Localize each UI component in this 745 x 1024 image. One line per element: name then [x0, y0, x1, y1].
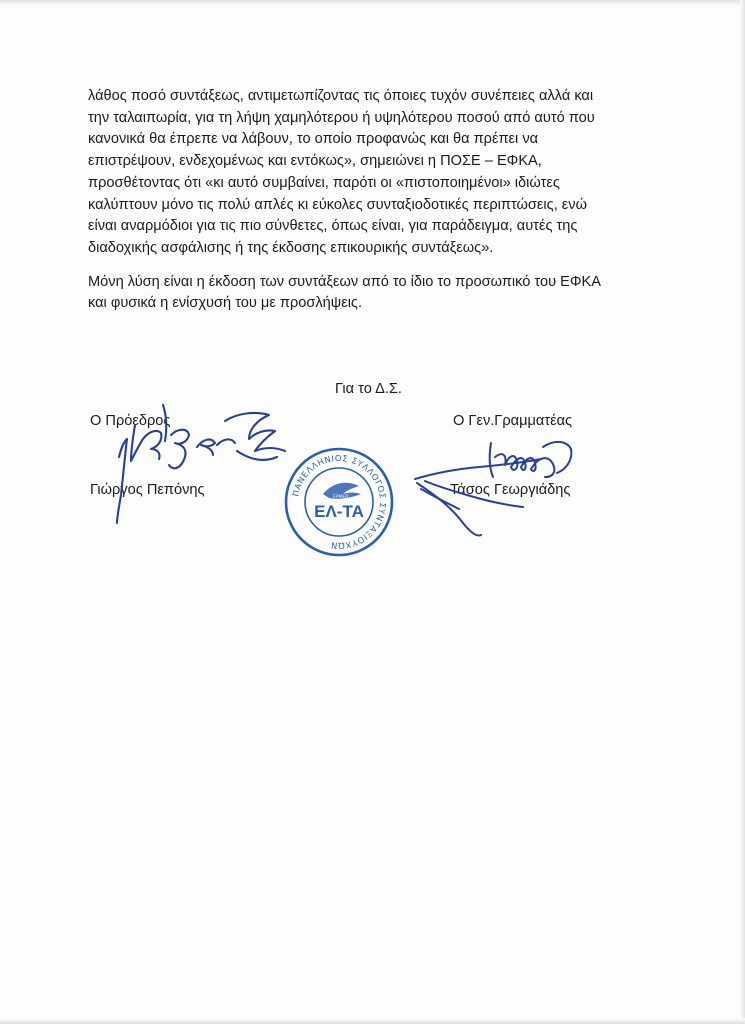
page-edge-bottom	[0, 1018, 745, 1024]
text-line: καλύπτουν μόνο τις πολύ απλές κι εύκολες συνταξιοδοτικές περιπτώσεις, ενώ	[88, 196, 587, 213]
secretary-signature	[395, 425, 595, 545]
president-name: Γιώργος Πεπόνης	[90, 482, 205, 498]
page-edge-right	[740, 0, 745, 1024]
text-line: κανονικά θα έπρεπε να λάβουν, το οποίο προφανώς και θα πρέπει να	[88, 131, 539, 148]
text-line: επιστρέψουν, ενδεχομένως και εντόκως», σημειώνει η ΠΟΣΕ – ΕΦΚΑ,	[88, 153, 542, 170]
text-line: Μόνη λύση είναι η έκδοση των συντάξεων από το ίδιο το προσωπικό του ΕΦΚΑ	[88, 273, 601, 290]
text-line: διαδοχικής ασφάλισης ή της έκδοσης επικουρικής συντάξεως».	[88, 239, 494, 256]
letter-body	[88, 86, 680, 327]
for-board-label: Για το Δ.Σ.	[335, 381, 402, 397]
page-edge-top	[0, 0, 745, 6]
text-line: λάθος ποσό συντάξεως, αντιμετωπίζοντας τις όποιες τυχόν συνέπειες αλλά και	[88, 88, 594, 104]
president-signature	[105, 395, 305, 530]
text-line: και φυσικά η ενίσχυσή του με προσλήψεις.	[88, 295, 363, 312]
president-role: Ο Πρόεδρος	[90, 413, 171, 429]
paragraph-1	[88, 86, 680, 260]
stamp-ring-text: ΠΑΝΕΛΛΗΝΙΟΣ ΣΥΛΛΟΓΟΣ ΣΥΝΤΑΞΙΟΥΧΩΝ	[290, 452, 389, 552]
text-line: προσθέτοντας ότι «κι αυτό συμβαίνει, παρότι οι «πιστοποιημένοι» ιδιώτες	[88, 174, 560, 191]
secretary-name: Τάσος Γεωργιάδης	[450, 482, 571, 498]
paragraph-2	[88, 272, 680, 315]
secretary-role: Ο Γεν.Γραμματέας	[453, 413, 573, 429]
stamp-center-text: ΕΛ-ΤΑ	[314, 502, 364, 521]
stamp-small-text: ΕΡΜΗΣ	[333, 495, 349, 500]
text-line: την ταλαιπωρία, για τη λήψη χαμηλότερου ή υψηλότερου ποσού από αυτό που	[88, 109, 595, 126]
text-line: είναι αναρμόδιοι για τις πιο σύνθετες, όπως είναι, για παράδειγμα, αυτές της	[88, 218, 578, 235]
